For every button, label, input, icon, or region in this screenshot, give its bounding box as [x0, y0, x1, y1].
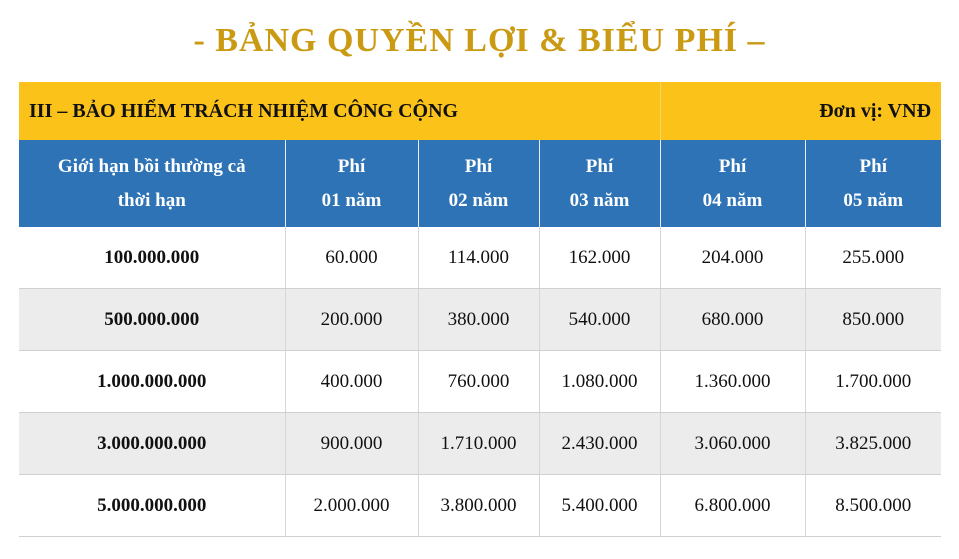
fee-cell: 1.360.000	[660, 351, 805, 413]
fee-cell: 2.000.000	[285, 475, 418, 537]
column-header-fee-2y: Phí 02 năm	[418, 140, 539, 227]
limit-cell: 100.000.000	[19, 227, 285, 289]
fee-cell: 3.800.000	[418, 475, 539, 537]
fee-cell: 6.800.000	[660, 475, 805, 537]
fee-cell: 850.000	[805, 289, 941, 351]
fee-cell: 380.000	[418, 289, 539, 351]
table-row	[19, 413, 941, 475]
fee-cell: 900.000	[285, 413, 418, 475]
fee-cell: 114.000	[418, 227, 539, 289]
limit-cell: 500.000.000	[19, 289, 285, 351]
fee-cell: 5.400.000	[539, 475, 660, 537]
fee-cell: 204.000	[660, 227, 805, 289]
fee-cell: 680.000	[660, 289, 805, 351]
currency-unit: Đơn vị: VNĐ	[660, 82, 941, 140]
fee-cell: 162.000	[539, 227, 660, 289]
fee-cell: 400.000	[285, 351, 418, 413]
page-title: - BẢNG QUYỀN LỢI & BIỂU PHÍ –	[193, 22, 766, 59]
limit-cell: 1.000.000.000	[19, 351, 285, 413]
fee-cell: 8.500.000	[805, 475, 941, 537]
table-row	[19, 227, 941, 289]
table-row	[19, 289, 941, 351]
fee-cell: 60.000	[285, 227, 418, 289]
fee-cell: 540.000	[539, 289, 660, 351]
fee-cell: 1.080.000	[539, 351, 660, 413]
fee-cell: 255.000	[805, 227, 941, 289]
fee-cell: 760.000	[418, 351, 539, 413]
limit-cell: 3.000.000.000	[19, 413, 285, 475]
fee-cell: 1.710.000	[418, 413, 539, 475]
limit-cell: 5.000.000.000	[19, 475, 285, 537]
table-row	[19, 475, 941, 537]
fee-cell: 200.000	[285, 289, 418, 351]
column-header-fee-5y: Phí 05 năm	[805, 140, 941, 227]
column-header-fee-1y: Phí 01 năm	[285, 140, 418, 227]
fee-cell: 1.700.000	[805, 351, 941, 413]
fee-cell: 3.825.000	[805, 413, 941, 475]
column-header-limit: Giới hạn bồi thường cả thời hạn	[19, 140, 285, 227]
fee-table	[19, 82, 941, 537]
fee-cell: 2.430.000	[539, 413, 660, 475]
column-header-fee-4y: Phí 04 năm	[660, 140, 805, 227]
section-header-row	[19, 82, 941, 140]
fee-cell: 3.060.000	[660, 413, 805, 475]
table-row	[19, 351, 941, 413]
column-header-row	[19, 140, 941, 227]
column-header-fee-3y: Phí 03 năm	[539, 140, 660, 227]
section-title: III – BẢO HIỂM TRÁCH NHIỆM CÔNG CỘNG	[19, 82, 660, 140]
